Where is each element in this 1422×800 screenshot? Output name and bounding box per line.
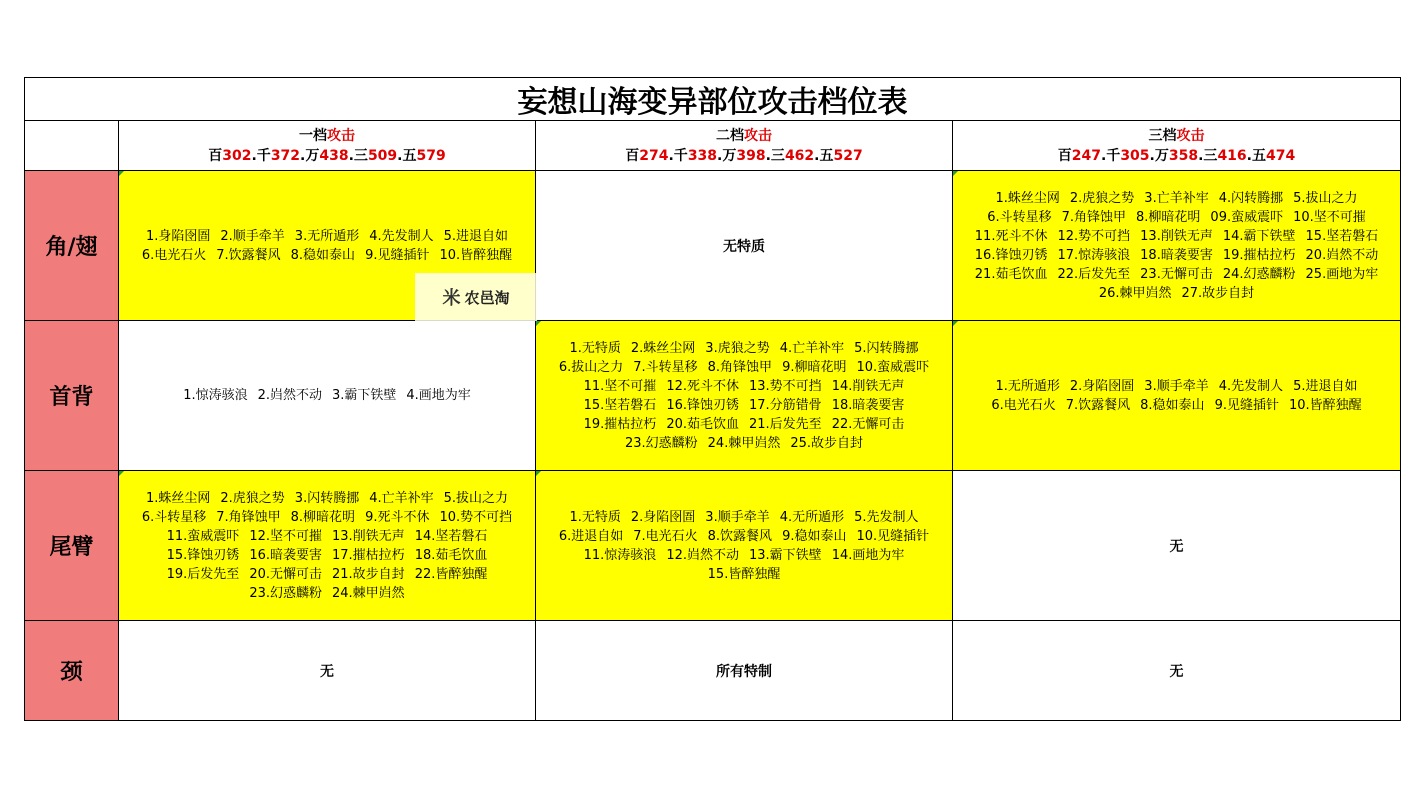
trait-list <box>953 377 1400 415</box>
threshold-label: 百 <box>625 147 640 164</box>
trait-item: 3.亡羊补牢 <box>1144 190 1209 206</box>
trait-item: 19.摧枯拉朽 <box>583 416 657 432</box>
trait-list <box>536 508 952 584</box>
row-label: 尾臂 <box>25 471 119 621</box>
column-header <box>953 121 1400 171</box>
trait-item: 4.画地为牢 <box>406 388 471 403</box>
trait-item: 26.棘甲岿然 <box>1098 285 1172 301</box>
trait-item: 12.岿然不动 <box>666 547 739 563</box>
table-cell <box>536 171 953 321</box>
row-label: 角/翅 <box>25 171 119 321</box>
trait-item: 13.霸下铁壁 <box>749 547 822 563</box>
trait-item: 3.虎狼之势 <box>705 340 770 356</box>
trait-item: 8.柳暗花明 <box>290 509 356 525</box>
tier-name: 三档 <box>1148 127 1177 144</box>
threshold-value: 509 <box>367 147 398 164</box>
trait-item: 12.坚不可摧 <box>249 528 322 544</box>
trait-item: 27.故步自封 <box>1181 285 1255 301</box>
trait-item: 14.坚若磐石 <box>414 528 488 544</box>
trait-item: 18.暗袭要害 <box>831 397 905 413</box>
table-cell <box>119 621 536 720</box>
table-cell <box>953 621 1400 720</box>
table-cell <box>536 621 953 720</box>
trait-item: 12.势不可挡 <box>1057 228 1131 244</box>
trait-item: 22.无懈可击 <box>831 416 905 432</box>
threshold-label: .千 <box>1100 147 1121 164</box>
trait-item: 8.饮露餐风 <box>707 528 773 544</box>
trait-item: 3.无所遁形 <box>294 228 360 244</box>
trait-item: 20.无懈可击 <box>249 566 322 582</box>
trait-item: 23.无懈可击 <box>1140 266 1213 282</box>
trait-item: 1.无特质 <box>569 340 621 356</box>
trait-item: 4.先发制人 <box>1218 378 1284 394</box>
table-title: 妄想山海变异部位攻击档位表 <box>25 78 1400 121</box>
trait-item: 15.锋蚀刃锈 <box>166 547 240 563</box>
trait-item: 24.棘甲岿然 <box>707 435 781 451</box>
tier-attack-label: 攻击 <box>744 127 772 144</box>
cell-corner-mark <box>953 321 958 326</box>
trait-item: 10.蛮威震吓 <box>856 359 930 375</box>
cell-text: 无特质 <box>723 238 765 255</box>
trait-item: 18.暗袭要害 <box>1140 247 1213 263</box>
trait-item: 6.电光石火 <box>991 397 1056 413</box>
threshold-value: 247 <box>1071 147 1101 164</box>
trait-item: 11.惊涛骇浪 <box>583 547 657 563</box>
threshold-value: 305 <box>1120 147 1150 164</box>
threshold-label: .五 <box>1246 147 1266 164</box>
trait-item: 1.身陷囹圄 <box>145 228 211 244</box>
trait-item: 9.稳如泰山 <box>782 528 847 544</box>
trait-item: 17.摧枯拉朽 <box>332 547 405 563</box>
corner-cell <box>25 121 119 171</box>
trait-list <box>119 489 535 603</box>
trait-item: 1.蛛丝尘网 <box>995 190 1060 206</box>
trait-item: 9.见缝插针 <box>365 247 430 263</box>
trait-item: 10.势不可挡 <box>439 509 513 525</box>
cell-text: 无 <box>1169 538 1184 555</box>
threshold-label: .万 <box>717 147 737 164</box>
trait-item: 14.霸下铁壁 <box>1222 228 1296 244</box>
threshold-label: 百 <box>1057 147 1072 164</box>
trait-item: 21.茹毛饮血 <box>974 266 1048 282</box>
threshold-value: 372 <box>270 147 301 164</box>
trait-item: 2.虎狼之势 <box>1069 190 1135 206</box>
trait-item: 18.茹毛饮血 <box>414 547 488 563</box>
threshold-label: .三 <box>765 147 785 164</box>
column-header <box>536 121 953 171</box>
attack-tier-table <box>24 77 1401 721</box>
threshold-value: 274 <box>639 147 669 164</box>
trait-item: 20.岿然不动 <box>1305 247 1379 263</box>
trait-item: 4.亡羊补牢 <box>779 340 845 356</box>
trait-item: 2.岿然不动 <box>257 388 322 403</box>
trait-item: 22.后发先至 <box>1057 266 1131 282</box>
table-cell <box>119 321 536 471</box>
trait-item: 2.蛛丝尘网 <box>630 340 696 356</box>
table-cell <box>536 321 953 471</box>
trait-item: 7.饮露餐风 <box>1065 397 1131 413</box>
column-tier-label <box>716 126 772 146</box>
trait-list <box>168 386 486 405</box>
threshold-label: .五 <box>814 147 834 164</box>
cell-text: 所有特制 <box>716 663 772 680</box>
trait-item: 6.电光石火 <box>141 247 207 263</box>
trait-item: 4.亡羊补牢 <box>369 490 434 506</box>
trait-item: 4.先发制人 <box>369 228 434 244</box>
trait-item: 6.拔山之力 <box>558 359 624 375</box>
trait-item: 2.身陷囹圄 <box>1069 378 1135 394</box>
trait-item: 19.后发先至 <box>166 566 240 582</box>
trait-item: 17.惊涛骇浪 <box>1057 247 1131 263</box>
trait-item: 12.死斗不休 <box>666 378 739 394</box>
threshold-label: 百 <box>208 147 223 164</box>
trait-item: 5.闪转腾挪 <box>854 340 919 356</box>
trait-item: 14.画地为牢 <box>831 547 905 563</box>
trait-item: 3.顺手牵羊 <box>1144 378 1209 394</box>
trait-item: 14.削铁无声 <box>831 378 905 394</box>
table-cell <box>536 471 953 621</box>
trait-item: 6.斗转星移 <box>987 209 1052 225</box>
threshold-line <box>1058 146 1295 166</box>
tier-attack-label: 攻击 <box>327 127 355 144</box>
threshold-label: .千 <box>668 147 688 164</box>
trait-item: 16.锋蚀刃锈 <box>666 397 739 413</box>
trait-item: 5.拔山之力 <box>1293 190 1358 206</box>
trait-item: 6.斗转星移 <box>141 509 207 525</box>
trait-item: 2.身陷囹圄 <box>630 509 696 525</box>
trait-item: 16.锋蚀刃锈 <box>974 247 1048 263</box>
threshold-value: 579 <box>416 147 446 164</box>
trait-item: 7.角锋蚀甲 <box>216 509 281 525</box>
trait-item: 3.顺手牵羊 <box>705 509 770 525</box>
trait-item: 15.皆醉独醒 <box>707 566 781 582</box>
trait-item: 1.惊涛骇浪 <box>183 388 248 403</box>
trait-list <box>536 339 952 453</box>
watermark-icon: ⽶ <box>442 288 461 309</box>
cell-corner-mark <box>119 471 124 476</box>
cell-corner-mark <box>536 471 541 476</box>
watermark-text: 农邑淘 <box>464 288 510 307</box>
trait-item: 24.幻惑麟粉 <box>1222 266 1296 282</box>
column-tier-label <box>1149 126 1205 146</box>
threshold-line <box>208 146 445 166</box>
trait-item: 2.顺手牵羊 <box>220 228 285 244</box>
trait-item: 5.拔山之力 <box>443 490 509 506</box>
trait-item: 7.饮露餐风 <box>216 247 281 263</box>
trait-item: 13.削铁无声 <box>332 528 405 544</box>
row-label: 首背 <box>25 321 119 471</box>
trait-item: 9.死斗不休 <box>365 509 430 525</box>
cell-text: 无 <box>1169 663 1184 680</box>
trait-item: 4.无所遁形 <box>779 509 845 525</box>
threshold-label: .万 <box>300 147 320 164</box>
trait-item: 22.皆醉独醒 <box>414 566 488 582</box>
trait-item: 25.故步自封 <box>790 435 864 451</box>
trait-item: 19.摧枯拉朽 <box>1222 247 1296 263</box>
trait-item: 9.见缝插针 <box>1214 397 1279 413</box>
trait-item: 5.进退自如 <box>443 228 509 244</box>
trait-item: 9.柳暗花明 <box>782 359 847 375</box>
tier-name: 一档 <box>299 127 327 144</box>
trait-item: 13.势不可挡 <box>749 378 822 394</box>
threshold-value: 302 <box>222 147 252 164</box>
table-cell <box>953 471 1400 621</box>
threshold-line <box>625 146 862 166</box>
trait-item: 8.稳如泰山 <box>1140 397 1205 413</box>
threshold-value: 527 <box>833 147 863 164</box>
watermark-logo <box>415 273 537 321</box>
column-header <box>119 121 536 171</box>
threshold-value: 462 <box>784 147 815 164</box>
threshold-label: .千 <box>251 147 271 164</box>
table-cell <box>119 471 536 621</box>
trait-item: 17.分筋错骨 <box>749 397 822 413</box>
threshold-value: 358 <box>1168 147 1199 164</box>
trait-item: 11.死斗不休 <box>974 228 1048 244</box>
cell-corner-mark <box>953 171 958 176</box>
trait-list <box>119 227 535 265</box>
trait-item: 09.蛮威震吓 <box>1210 209 1284 225</box>
trait-item: 21.后发先至 <box>749 416 822 432</box>
trait-item: 4.闪转腾挪 <box>1218 190 1284 206</box>
trait-item: 5.进退自如 <box>1293 378 1358 394</box>
trait-item: 7.电光石火 <box>633 528 698 544</box>
trait-item: 23.幻惑麟粉 <box>249 585 322 601</box>
trait-item: 11.坚不可摧 <box>583 378 657 394</box>
threshold-value: 474 <box>1266 147 1296 164</box>
trait-item: 10.皆醉独醒 <box>1288 397 1362 413</box>
trait-item: 15.坚若磐石 <box>1305 228 1379 244</box>
trait-item: 13.削铁无声 <box>1140 228 1213 244</box>
row-label: 颈 <box>25 621 119 720</box>
trait-item: 10.皆醉独醒 <box>439 247 513 263</box>
threshold-label: .五 <box>397 147 417 164</box>
threshold-label: .三 <box>1198 147 1218 164</box>
trait-item: 20.茹毛饮血 <box>666 416 739 432</box>
trait-item: 3.闪转腾挪 <box>294 490 360 506</box>
trait-item: 5.先发制人 <box>854 509 919 525</box>
column-tier-label <box>299 126 355 146</box>
threshold-label: .万 <box>1149 147 1169 164</box>
table-cell <box>953 321 1400 471</box>
trait-item: 11.蛮威震吓 <box>166 528 240 544</box>
trait-item: 8.角锋蚀甲 <box>707 359 773 375</box>
trait-item: 25.画地为牢 <box>1305 266 1379 282</box>
trait-item: 15.坚若磐石 <box>583 397 657 413</box>
cell-corner-mark <box>119 171 124 176</box>
trait-list <box>953 189 1400 303</box>
trait-item: 1.无所遁形 <box>995 378 1060 394</box>
trait-item: 10.坚不可摧 <box>1293 209 1366 225</box>
trait-item: 23.幻惑麟粉 <box>624 435 698 451</box>
cell-text: 无 <box>320 663 334 680</box>
tier-name: 二档 <box>716 127 744 144</box>
trait-item: 21.故步自封 <box>332 566 405 582</box>
trait-item: 6.进退自如 <box>558 528 624 544</box>
trait-item: 7.角锋蚀甲 <box>1061 209 1127 225</box>
threshold-label: .三 <box>348 147 368 164</box>
trait-item: 1.无特质 <box>569 509 621 525</box>
threshold-value: 398 <box>736 147 766 164</box>
trait-item: 7.斗转星移 <box>633 359 698 375</box>
cell-corner-mark <box>536 321 541 326</box>
trait-item: 10.见缝插针 <box>856 528 930 544</box>
trait-item: 8.稳如泰山 <box>290 247 356 263</box>
trait-item: 2.虎狼之势 <box>220 490 285 506</box>
tier-attack-label: 攻击 <box>1176 127 1205 144</box>
trait-item: 16.暗袭要害 <box>249 547 322 563</box>
threshold-value: 416 <box>1217 147 1247 164</box>
table-cell <box>953 171 1400 321</box>
trait-item: 3.霸下铁壁 <box>332 388 397 403</box>
trait-item: 8.柳暗花明 <box>1136 209 1201 225</box>
threshold-value: 338 <box>687 147 718 164</box>
trait-item: 24.棘甲岿然 <box>332 585 405 601</box>
threshold-value: 438 <box>319 147 349 164</box>
trait-item: 1.蛛丝尘网 <box>145 490 211 506</box>
